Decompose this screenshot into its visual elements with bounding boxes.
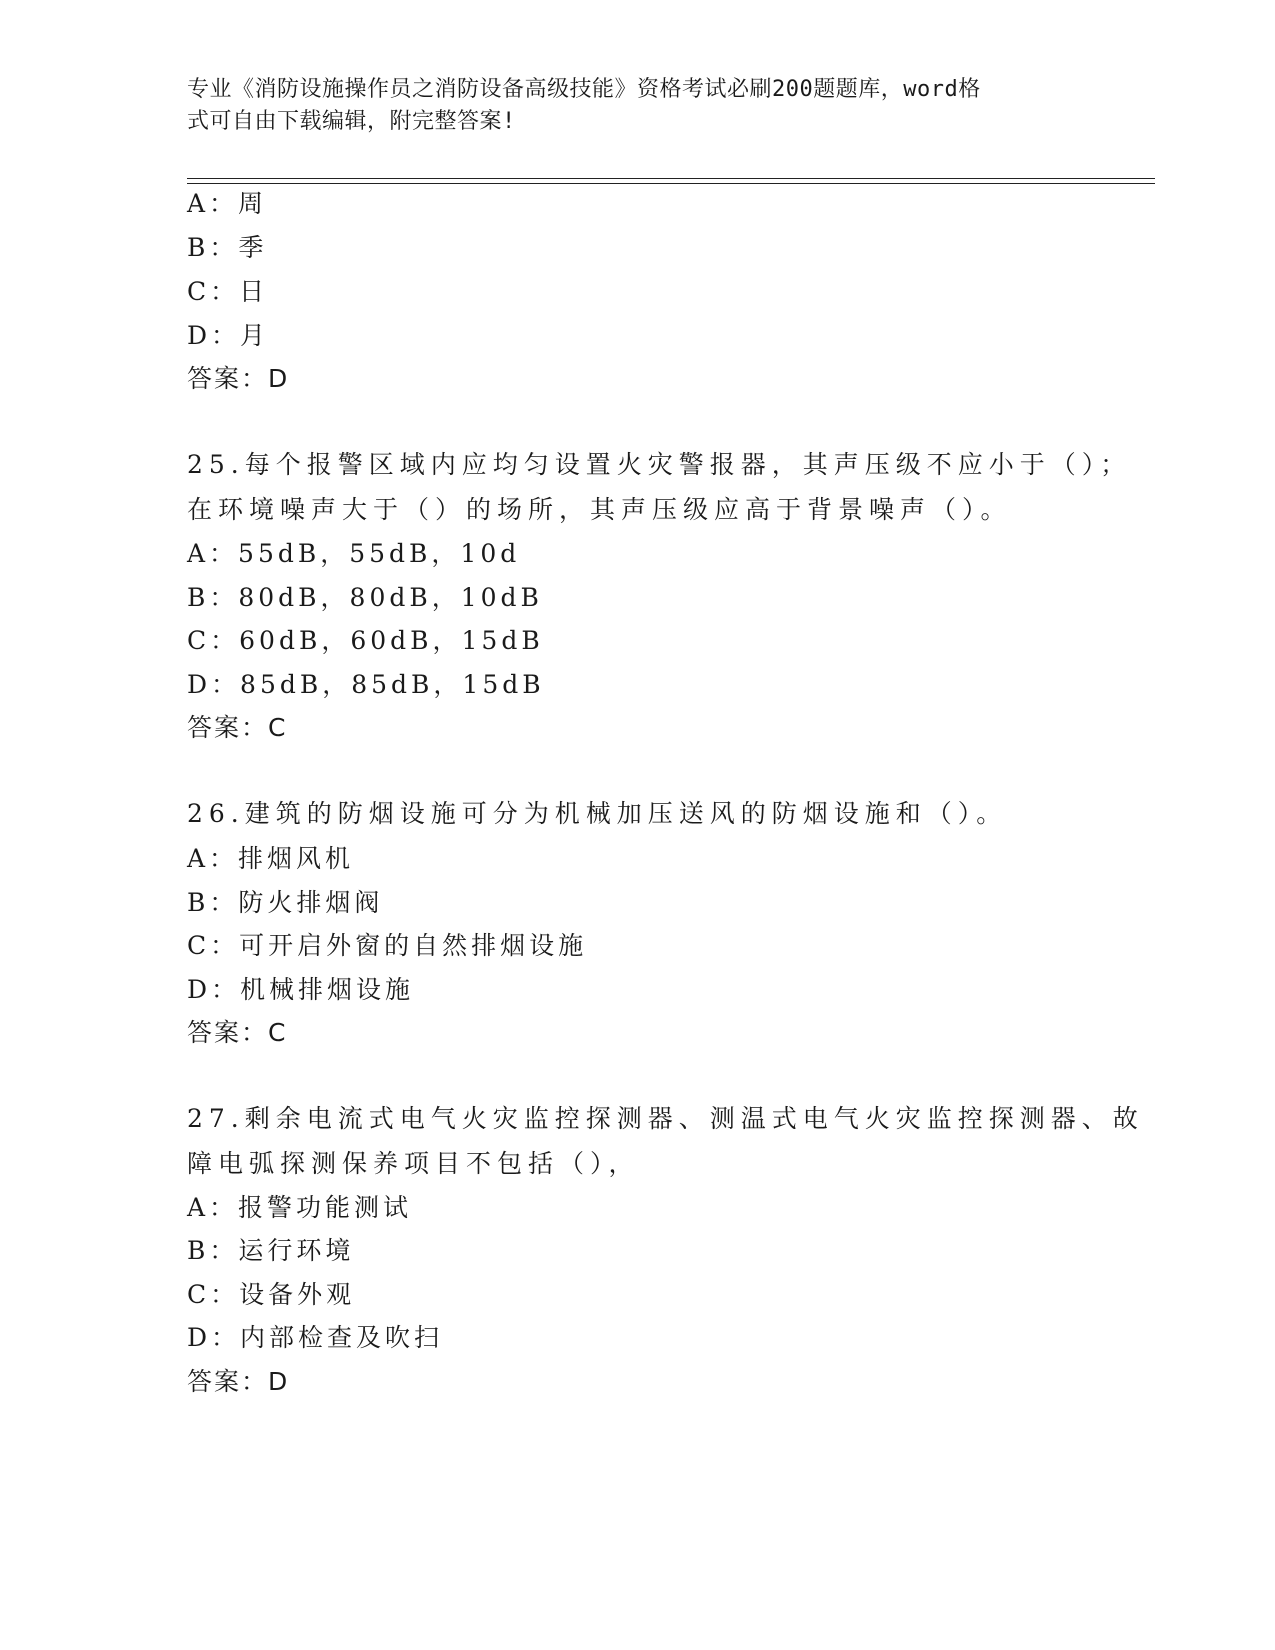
option-a: A：55dB，55dB，10d — [187, 539, 521, 568]
option-b: B：季 — [187, 233, 268, 262]
option-c: C：60dB，60dB，15dB — [187, 626, 544, 655]
question-25-line-2: 在环境噪声大于（）的场所，其声压级应高于背景噪声（）。 — [187, 495, 1012, 524]
option-d: D：内部检查及吹扫 — [187, 1323, 444, 1352]
question-26-line-1: 26.建筑的防烟设施可分为机械加压送风的防烟设施和（）。 — [187, 799, 1008, 828]
option-a: A：周 — [187, 189, 268, 218]
header-line-1: 专业《消防设施操作员之消防设备高级技能》资格考试必刷200题题库，word格 — [187, 77, 981, 102]
option-d: D：月 — [187, 321, 270, 350]
option-a: A：排烟风机 — [187, 844, 355, 873]
header-divider-bottom — [187, 183, 1155, 184]
header-divider-top — [187, 178, 1155, 179]
option-d: D：机械排烟设施 — [187, 975, 415, 1004]
option-a: A：报警功能测试 — [187, 1193, 413, 1222]
option-b: B：80dB，80dB，10dB — [187, 583, 543, 612]
option-b: B：运行环境 — [187, 1236, 355, 1265]
option-d: D：85dB，85dB，15dB — [187, 670, 545, 699]
answer: 答案：C — [187, 1018, 288, 1047]
document-header — [187, 74, 1067, 138]
answer: 答案：C — [187, 713, 288, 742]
option-c: C：设备外观 — [187, 1280, 356, 1309]
header-line-2: 式可自由下载编辑，附完整答案! — [187, 109, 516, 134]
question-27-line-1: 27.剩余电流式电气火灾监控探测器、测温式电气火灾监控探测器、故 — [187, 1104, 1144, 1133]
question-25-line-1: 25.每个报警区域内应均匀设置火灾警报器，其声压级不应小于（）； — [187, 450, 1132, 479]
answer: 答案：D — [187, 364, 290, 393]
option-c: C：日 — [187, 277, 269, 306]
option-b: B：防火排烟阀 — [187, 888, 384, 917]
option-c: C：可开启外窗的自然排烟设施 — [187, 931, 588, 960]
answer: 答案：D — [187, 1367, 290, 1396]
question-27-line-2: 障电弧探测保养项目不包括（）， — [187, 1149, 640, 1178]
